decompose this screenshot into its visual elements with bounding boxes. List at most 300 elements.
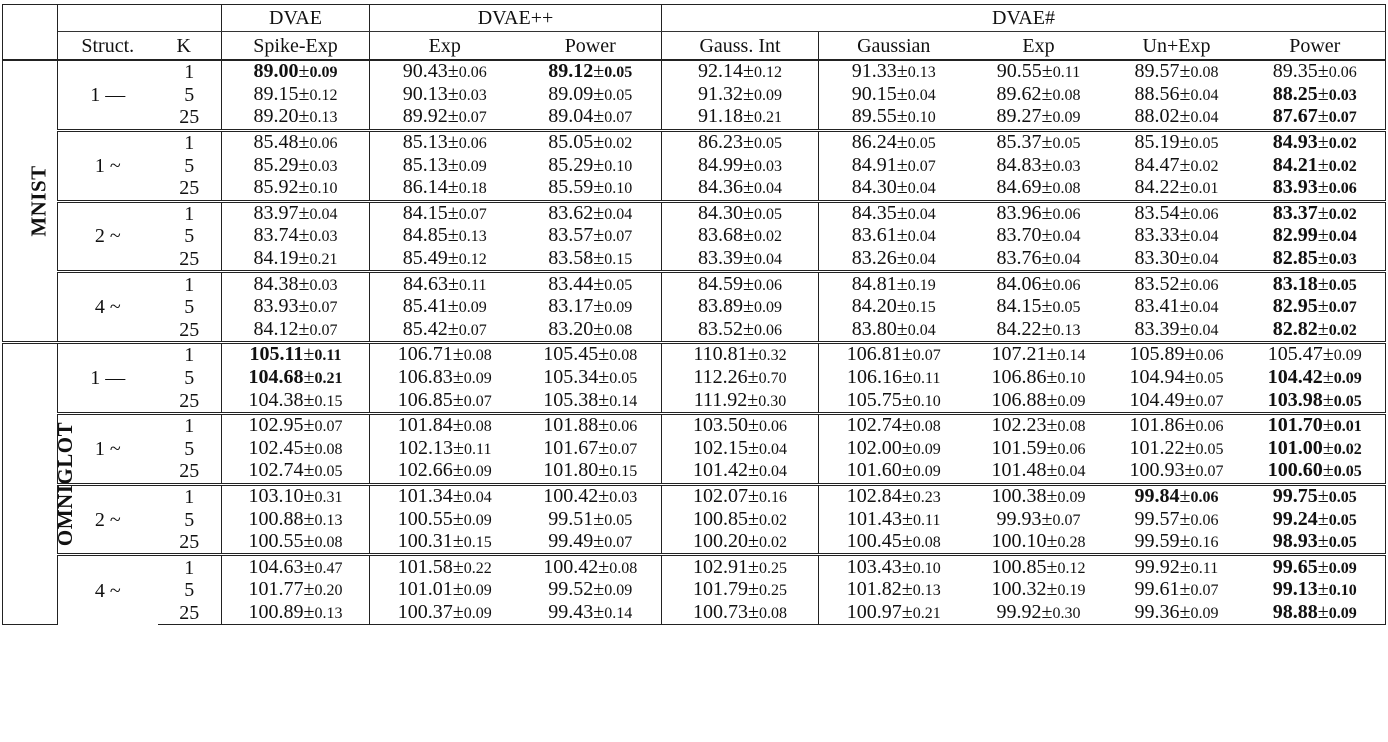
plus-minus-symbol: ± — [1317, 578, 1329, 601]
result-cell — [222, 484, 370, 508]
plus-minus-symbol: ± — [593, 578, 605, 601]
mean-value: 106.81 — [846, 343, 902, 366]
plus-minus-symbol: ± — [901, 530, 913, 553]
std-value: 0.07 — [1328, 299, 1357, 317]
plus-minus-symbol: ± — [1317, 105, 1329, 128]
std-value: 0.04 — [309, 205, 338, 223]
result-cell — [819, 389, 969, 413]
std-value: 0.07 — [309, 321, 338, 339]
mean-value: 84.91 — [851, 153, 897, 176]
mean-value: 102.74 — [248, 459, 304, 482]
mean-value: 86.24 — [851, 131, 897, 154]
result-cell — [819, 154, 969, 177]
plus-minus-symbol: ± — [447, 247, 459, 270]
std-value: 0.02 — [604, 135, 633, 153]
result-cell — [222, 389, 370, 413]
k-value: 1 — [158, 555, 222, 579]
std-value: 0.09 — [1052, 109, 1081, 127]
result-cell — [520, 389, 662, 413]
result-cell — [819, 248, 969, 272]
mean-value: 89.27 — [996, 105, 1042, 128]
plus-minus-symbol: ± — [901, 343, 913, 366]
mean-value: 84.20 — [851, 295, 897, 318]
mean-value: 104.42 — [1267, 366, 1323, 389]
mean-value: 83.44 — [548, 272, 594, 295]
std-value: 0.14 — [609, 392, 638, 410]
result-cell — [1109, 413, 1245, 437]
std-value: 0.02 — [1328, 135, 1357, 153]
result-cell — [1245, 555, 1386, 579]
std-value: 0.05 — [1328, 534, 1357, 552]
k-value: 5 — [158, 84, 222, 107]
mean-value: 83.70 — [996, 224, 1042, 247]
mean-value: 83.89 — [698, 295, 743, 318]
mean-value: 99.92 — [1134, 555, 1180, 578]
mean-value: 100.37 — [397, 600, 453, 623]
mean-value: 84.06 — [996, 272, 1042, 295]
std-value: 0.02 — [1333, 440, 1362, 458]
std-value: 0.08 — [609, 347, 638, 365]
mean-value: 101.58 — [397, 555, 453, 578]
table-header — [3, 5, 1386, 61]
mean-value: 99.36 — [1134, 600, 1180, 623]
table-row — [3, 389, 1386, 413]
std-value: 0.06 — [1328, 64, 1357, 82]
std-value: 0.07 — [1195, 392, 1224, 410]
plus-minus-symbol: ± — [1317, 201, 1329, 224]
plus-minus-symbol: ± — [896, 60, 908, 83]
plus-minus-symbol: ± — [598, 459, 610, 482]
std-value: 0.70 — [758, 370, 787, 388]
std-value: 0.05 — [1195, 440, 1224, 458]
plus-minus-symbol: ± — [748, 414, 759, 437]
std-value: 0.13 — [1052, 321, 1081, 339]
plus-minus-symbol: ± — [901, 459, 913, 482]
plus-minus-symbol: ± — [1041, 176, 1053, 199]
mean-value: 90.43 — [402, 60, 448, 83]
plus-minus-symbol: ± — [593, 317, 605, 340]
mean-value: 89.00 — [253, 60, 299, 83]
result-cell — [662, 319, 819, 343]
result-cell — [969, 319, 1109, 343]
std-value: 0.03 — [609, 488, 638, 506]
plus-minus-symbol: ± — [447, 317, 459, 340]
std-value: 0.11 — [913, 511, 941, 529]
std-value: 0.09 — [604, 582, 633, 600]
result-cell — [819, 602, 969, 625]
mean-value: 84.81 — [851, 272, 897, 295]
mean-value: 84.69 — [996, 176, 1042, 199]
result-cell — [969, 438, 1109, 461]
std-value: 0.09 — [1333, 370, 1362, 388]
mean-value: 83.96 — [996, 201, 1042, 224]
k-value: 25 — [158, 177, 222, 201]
mean-value: 103.43 — [846, 555, 902, 578]
mean-value: 84.15 — [402, 201, 448, 224]
plus-minus-symbol: ± — [1317, 530, 1329, 553]
plus-minus-symbol: ± — [1184, 436, 1196, 459]
std-value: 0.06 — [1190, 511, 1219, 529]
mean-value: 88.02 — [1134, 105, 1180, 128]
std-value: 0.15 — [314, 392, 343, 410]
mean-value: 90.13 — [402, 82, 448, 105]
std-value: 0.09 — [463, 463, 492, 481]
mean-value: 83.18 — [1272, 272, 1318, 295]
mean-value: 85.49 — [402, 247, 448, 270]
header-row-distributions — [3, 32, 1386, 61]
plus-minus-symbol: ± — [1179, 484, 1191, 507]
mean-value: 84.99 — [698, 153, 743, 176]
table-row — [3, 460, 1386, 484]
result-cell — [969, 389, 1109, 413]
std-value: 0.30 — [758, 392, 787, 410]
result-cell — [662, 484, 819, 508]
plus-minus-symbol: ± — [1322, 459, 1334, 482]
result-cell — [1245, 130, 1386, 154]
plus-minus-symbol: ± — [1179, 153, 1191, 176]
result-cell — [222, 60, 370, 84]
k-value: 25 — [158, 319, 222, 343]
result-cell — [662, 177, 819, 201]
mean-value: 85.48 — [253, 131, 299, 154]
std-value: 0.13 — [314, 511, 343, 529]
k-value: 25 — [158, 389, 222, 413]
result-cell — [1245, 484, 1386, 508]
std-value: 0.08 — [1190, 64, 1219, 82]
header-struct: Struct. — [58, 32, 158, 61]
std-value: 0.13 — [907, 64, 936, 82]
std-value: 0.32 — [758, 347, 787, 365]
mean-value: 84.47 — [1134, 153, 1180, 176]
std-value: 0.10 — [604, 157, 633, 175]
plus-minus-symbol: ± — [901, 414, 913, 437]
plus-minus-symbol: ± — [1179, 105, 1191, 128]
result-cell — [520, 508, 662, 531]
std-value: 0.07 — [1190, 582, 1219, 600]
mean-value: 83.30 — [1134, 247, 1180, 270]
result-cell — [1109, 106, 1245, 130]
plus-minus-symbol: ± — [593, 153, 605, 176]
result-cell — [1109, 508, 1245, 531]
mean-value: 101.22 — [1129, 436, 1185, 459]
result-cell — [370, 84, 520, 107]
result-cell — [969, 272, 1109, 296]
mean-value: 99.52 — [548, 578, 594, 601]
plus-minus-symbol: ± — [452, 388, 464, 411]
plus-minus-symbol: ± — [748, 484, 759, 507]
result-cell — [520, 296, 662, 319]
result-cell — [1109, 130, 1245, 154]
mean-value: 105.47 — [1267, 343, 1323, 366]
table-row — [3, 60, 1386, 84]
result-cell — [1245, 60, 1386, 84]
mean-value: 102.84 — [846, 484, 902, 507]
plus-minus-symbol: ± — [447, 82, 459, 105]
k-value: 1 — [158, 60, 222, 84]
std-value: 0.05 — [604, 511, 633, 529]
result-cell — [222, 296, 370, 319]
std-value: 0.15 — [907, 299, 936, 317]
mean-value: 84.30 — [851, 176, 897, 199]
std-value: 0.14 — [1057, 347, 1086, 365]
result-cell — [370, 508, 520, 531]
mean-value: 101.01 — [397, 578, 453, 601]
result-cell — [662, 84, 819, 107]
plus-minus-symbol: ± — [447, 295, 459, 318]
header-dvaepp-power: Power — [520, 32, 662, 61]
mean-value: 100.10 — [991, 530, 1047, 553]
std-value: 0.07 — [458, 109, 487, 127]
plus-minus-symbol: ± — [1041, 247, 1053, 270]
result-cell — [520, 319, 662, 343]
std-value: 0.31 — [314, 488, 343, 506]
mean-value: 100.20 — [693, 530, 748, 553]
result-cell — [662, 201, 819, 225]
std-value: 0.09 — [463, 604, 492, 622]
std-value: 0.04 — [907, 86, 936, 104]
k-value: 25 — [158, 460, 222, 484]
plus-minus-symbol: ± — [1179, 176, 1191, 199]
std-value: 0.08 — [1057, 418, 1086, 436]
plus-minus-symbol: ± — [1179, 82, 1191, 105]
mean-value: 85.59 — [548, 176, 594, 199]
std-value: 0.07 — [1328, 109, 1357, 127]
header-blank — [58, 5, 222, 32]
result-cell — [662, 460, 819, 484]
mean-value: 100.45 — [846, 530, 902, 553]
k-value: 1 — [158, 130, 222, 154]
plus-minus-symbol: ± — [593, 60, 605, 83]
mean-value: 100.42 — [543, 555, 599, 578]
std-value: 0.09 — [1057, 488, 1086, 506]
result-cell — [520, 84, 662, 107]
std-value: 0.04 — [1190, 251, 1219, 269]
result-cell — [1245, 225, 1386, 248]
mean-value: 105.34 — [543, 366, 599, 389]
mean-value: 100.60 — [1267, 459, 1323, 482]
result-cell — [370, 272, 520, 296]
mean-value: 84.59 — [698, 272, 743, 295]
std-value: 0.06 — [1057, 440, 1086, 458]
plus-minus-symbol: ± — [1041, 60, 1053, 83]
plus-minus-symbol: ± — [452, 414, 464, 437]
result-cell — [1245, 201, 1386, 225]
mean-value: 99.93 — [996, 507, 1042, 530]
plus-minus-symbol: ± — [303, 484, 315, 507]
plus-minus-symbol: ± — [1041, 295, 1053, 318]
result-cell — [1109, 389, 1245, 413]
mean-value: 104.38 — [248, 388, 304, 411]
result-cell — [969, 508, 1109, 531]
std-value: 0.05 — [609, 370, 638, 388]
mean-value: 90.15 — [851, 82, 897, 105]
result-cell — [1109, 177, 1245, 201]
mean-value: 102.13 — [398, 436, 454, 459]
result-cell — [969, 602, 1109, 625]
result-cell — [222, 508, 370, 531]
plus-minus-symbol: ± — [1317, 317, 1329, 340]
mean-value: 91.32 — [698, 82, 743, 105]
mean-value: 99.43 — [548, 600, 594, 623]
plus-minus-symbol: ± — [598, 343, 610, 366]
mean-value: 91.33 — [851, 60, 897, 83]
result-cell — [520, 248, 662, 272]
plus-minus-symbol: ± — [1317, 82, 1329, 105]
result-cell — [370, 484, 520, 508]
plus-minus-symbol: ± — [896, 105, 908, 128]
plus-minus-symbol: ± — [901, 484, 913, 507]
plus-minus-symbol: ± — [1179, 272, 1191, 295]
result-cell — [969, 579, 1109, 602]
std-value: 0.16 — [1190, 534, 1219, 552]
mean-value: 83.97 — [253, 201, 299, 224]
std-value: 0.07 — [1195, 463, 1224, 481]
mean-value: 100.97 — [846, 600, 902, 623]
struct-label: 1 — — [58, 343, 158, 414]
mean-value: 84.36 — [698, 176, 743, 199]
result-cell — [969, 413, 1109, 437]
std-value: 0.05 — [907, 135, 936, 153]
std-value: 0.07 — [314, 418, 343, 436]
result-cell — [222, 84, 370, 107]
mean-value: 85.19 — [1134, 131, 1180, 154]
std-value: 0.09 — [753, 299, 782, 317]
plus-minus-symbol: ± — [1317, 224, 1329, 247]
plus-minus-symbol: ± — [896, 247, 908, 270]
plus-minus-symbol: ± — [298, 272, 310, 295]
std-value: 0.08 — [1052, 86, 1081, 104]
std-value: 0.09 — [463, 511, 492, 529]
table-row — [3, 296, 1386, 319]
plus-minus-symbol: ± — [593, 131, 605, 154]
result-cell — [1245, 84, 1386, 107]
std-value: 0.06 — [1328, 180, 1357, 198]
result-cell — [520, 106, 662, 130]
plus-minus-symbol: ± — [1317, 176, 1329, 199]
plus-minus-symbol: ± — [1179, 247, 1191, 270]
std-value: 0.11 — [1190, 559, 1219, 577]
mean-value: 83.80 — [851, 317, 897, 340]
std-value: 0.06 — [609, 418, 638, 436]
mean-value: 98.93 — [1272, 530, 1318, 553]
plus-minus-symbol: ± — [743, 131, 754, 154]
plus-minus-symbol: ± — [452, 507, 464, 530]
std-value: 0.09 — [912, 440, 941, 458]
mean-value: 102.15 — [693, 436, 748, 459]
mean-value: 84.38 — [253, 272, 299, 295]
result-cell — [662, 248, 819, 272]
result-cell — [1109, 272, 1245, 296]
mean-value: 85.42 — [402, 317, 448, 340]
std-value: 0.03 — [1052, 157, 1081, 175]
std-value: 0.01 — [1333, 418, 1362, 436]
mean-value: 99.49 — [548, 530, 594, 553]
result-cell — [520, 177, 662, 201]
std-value: 0.09 — [1328, 559, 1357, 577]
plus-minus-symbol: ± — [303, 436, 315, 459]
result-cell — [1245, 343, 1386, 367]
struct-label: 2 ~ — [58, 484, 158, 555]
mean-value: 84.22 — [996, 317, 1042, 340]
plus-minus-symbol: ± — [593, 247, 605, 270]
plus-minus-symbol: ± — [1046, 578, 1058, 601]
mean-value: 85.41 — [402, 295, 448, 318]
mean-value: 99.65 — [1272, 555, 1318, 578]
result-cell — [222, 106, 370, 130]
std-value: 0.21 — [314, 370, 343, 388]
std-value: 0.06 — [1052, 205, 1081, 223]
mean-value: 84.83 — [996, 153, 1042, 176]
std-value: 0.13 — [314, 604, 343, 622]
std-value: 0.02 — [1190, 157, 1219, 175]
result-cell — [969, 60, 1109, 84]
mean-value: 106.85 — [397, 388, 453, 411]
result-cell — [969, 484, 1109, 508]
plus-minus-symbol: ± — [1179, 224, 1191, 247]
std-value: 0.04 — [1190, 299, 1219, 317]
mean-value: 84.93 — [1272, 131, 1318, 154]
result-cell — [662, 60, 819, 84]
plus-minus-symbol: ± — [298, 153, 310, 176]
result-cell — [520, 225, 662, 248]
mean-value: 100.93 — [1129, 459, 1185, 482]
result-cell — [222, 130, 370, 154]
result-cell — [662, 579, 819, 602]
std-value: 0.06 — [1190, 276, 1219, 294]
result-cell — [520, 413, 662, 437]
plus-minus-symbol: ± — [896, 295, 908, 318]
std-value: 0.09 — [1190, 604, 1219, 622]
result-cell — [370, 413, 520, 437]
result-cell — [819, 225, 969, 248]
table-row — [3, 579, 1386, 602]
result-cell — [222, 343, 370, 367]
mean-value: 101.67 — [543, 436, 599, 459]
mean-value: 85.05 — [548, 131, 594, 154]
result-cell — [370, 154, 520, 177]
plus-minus-symbol: ± — [1041, 507, 1053, 530]
std-value: 0.04 — [758, 463, 787, 481]
result-cell — [222, 272, 370, 296]
result-cell — [969, 201, 1109, 225]
plus-minus-symbol: ± — [1046, 366, 1058, 389]
table-row — [3, 413, 1386, 437]
plus-minus-symbol: ± — [598, 414, 610, 437]
std-value: 0.09 — [1333, 347, 1362, 365]
mean-value: 89.12 — [548, 60, 594, 83]
result-cell — [1109, 460, 1245, 484]
result-cell — [819, 484, 969, 508]
plus-minus-symbol: ± — [447, 224, 459, 247]
plus-minus-symbol: ± — [593, 201, 605, 224]
result-cell — [819, 296, 969, 319]
k-value: 1 — [158, 272, 222, 296]
std-value: 0.14 — [604, 604, 633, 622]
mean-value: 101.84 — [397, 414, 453, 437]
result-cell — [1245, 508, 1386, 531]
std-value: 0.13 — [458, 228, 487, 246]
result-cell — [969, 225, 1109, 248]
std-value: 0.02 — [1328, 321, 1357, 339]
mean-value: 83.39 — [698, 247, 743, 270]
table-row — [3, 272, 1386, 296]
result-cell — [1245, 248, 1386, 272]
plus-minus-symbol: ± — [298, 82, 310, 105]
result-cell — [662, 531, 819, 555]
k-value: 25 — [158, 248, 222, 272]
result-cell — [662, 106, 819, 130]
std-value: 0.08 — [604, 321, 633, 339]
